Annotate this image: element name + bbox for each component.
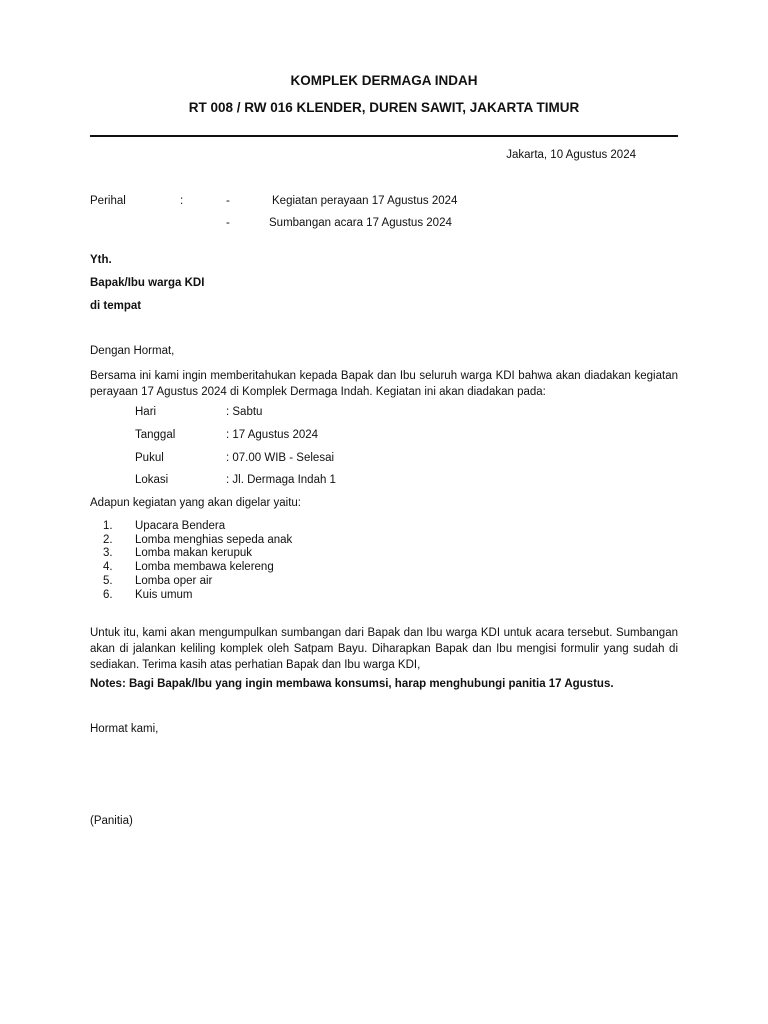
list-item <box>103 574 292 589</box>
list-item-text: Lomba makan kerupuk <box>135 547 252 560</box>
recipient-name: Bapak/Ibu warga KDI <box>90 277 205 289</box>
recipient-place: di tempat <box>90 300 142 312</box>
perihal-colon: : <box>180 195 184 207</box>
greeting: Dengan Hormat, <box>90 345 175 357</box>
letterhead-divider <box>90 135 678 137</box>
place-date: Jakarta, 10 Agustus 2024 <box>506 149 636 161</box>
signature-panitia: (Panitia) <box>90 815 133 827</box>
list-item-text: Lomba oper air <box>135 574 213 587</box>
list-item <box>103 520 292 534</box>
list-item-text: Upacara Bendera <box>135 520 226 532</box>
list-item-text: Lomba membawa kelereng <box>135 561 274 574</box>
recipient-yth: Yth. <box>90 254 112 266</box>
detail-label-hari: Hari <box>135 406 157 418</box>
detail-label-lokasi: Lokasi <box>135 474 169 486</box>
list-item <box>103 561 292 575</box>
detail-value-tanggal: : 17 Agustus 2024 <box>226 429 319 441</box>
list-item <box>103 588 292 603</box>
detail-value-hari: : Sabtu <box>226 406 263 418</box>
sign-off: Hormat kami, <box>90 723 159 735</box>
list-item-number: 2. <box>103 533 113 546</box>
detail-label-tanggal: Tanggal <box>135 429 176 441</box>
intro-paragraph: Bersama ini kami ingin memberitahukan kepada Bapak dan Ibu seluruh warga KDI bahwa akan diadakan kegiatan perayaan 17 Agustus 2024 di Komplek Dermaga Indah. Kegiatan ini akan diadakan pada: <box>90 370 678 398</box>
list-item-number: 1. <box>103 520 113 532</box>
perihal-dash-1: - <box>226 195 230 207</box>
list-item-text: Lomba menghias sepeda anak <box>135 533 293 546</box>
list-item <box>103 533 293 548</box>
list-item-number: 5. <box>103 574 113 587</box>
perihal-item-1: Kegiatan perayaan 17 Agustus 2024 <box>272 195 458 207</box>
list-item-number: 6. <box>103 588 113 601</box>
detail-label-pukul: Pukul <box>135 452 164 464</box>
notes: Notes: Bagi Bapak/Ibu yang ingin membawa konsumsi, harap menghubungi panitia 17 Agustus. <box>90 678 614 690</box>
list-item-text: Kuis umum <box>135 588 193 601</box>
activities-list <box>90 520 292 602</box>
detail-value-pukul: : 07.00 WIB - Selesai <box>226 452 335 464</box>
letterhead-address: RT 008 / RW 016 KLENDER, DUREN SAWIT, JAKARTA TIMUR <box>188 100 580 115</box>
perihal-item-2: Sumbangan acara 17 Agustus 2024 <box>269 217 452 229</box>
list-item <box>103 547 292 561</box>
list-item-number: 4. <box>103 561 113 574</box>
perihal-label: Perihal <box>90 195 126 207</box>
closing-paragraph: Untuk itu, kami akan mengumpulkan sumbangan dari Bapak dan Ibu warga KDI untuk acara tersebut. Sumbangan akan di jalankan keliling komplek oleh Satpam Bayu. Diharapkan Bapak dan Ibu mengisi formulir yang sudah di sediakan. Terima kasih atas perhatian Bapak dan Ibu warga KDI, <box>90 627 678 671</box>
activities-intro: Adapun kegiatan yang akan digelar yaitu: <box>90 497 301 509</box>
detail-value-lokasi: : Jl. Dermaga Indah 1 <box>226 474 336 486</box>
letterhead-title: KOMPLEK DERMAGA INDAH <box>290 73 478 88</box>
list-item-number: 3. <box>103 547 113 560</box>
perihal-dash-2: - <box>226 217 230 229</box>
